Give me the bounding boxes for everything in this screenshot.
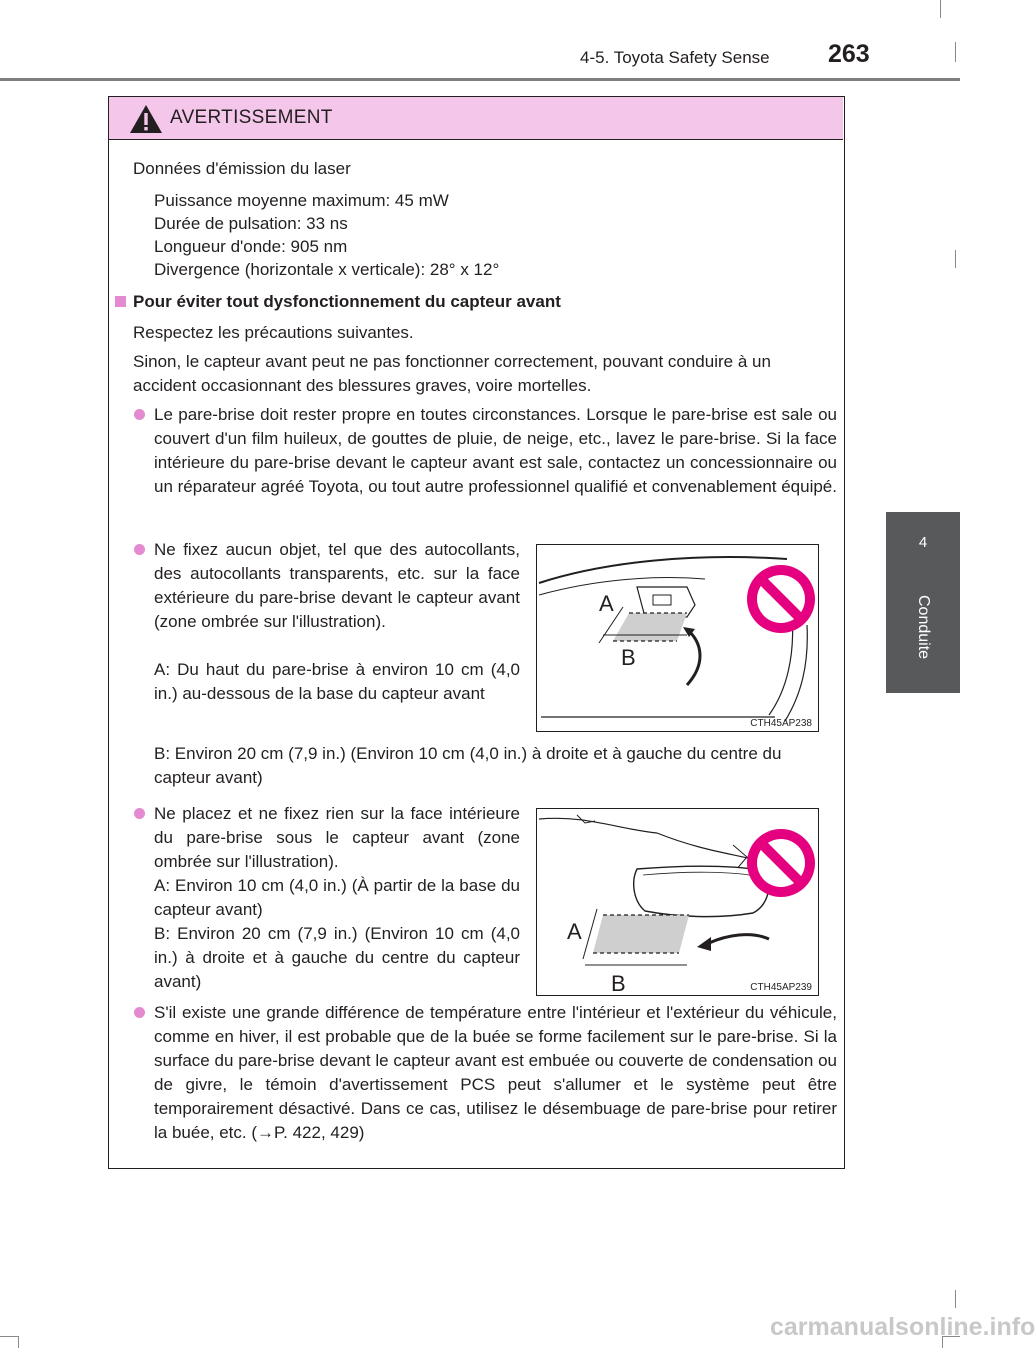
crop-mark (940, 0, 941, 18)
bullet-icon (134, 409, 145, 420)
crop-mark (955, 42, 956, 62)
bullet-detail: B: Environ 20 cm (7,9 in.) (Environ 10 cm (4,0 in.) à droite et à gauche du centre du capteur avant) (154, 924, 520, 991)
section-title: Pour éviter tout dysfonctionnement du capteur avant (133, 292, 561, 311)
figure-label-b: B (621, 645, 636, 670)
illustration-inner-windshield (536, 808, 819, 996)
crop-mark (955, 1290, 956, 1308)
section-square-icon (115, 296, 126, 307)
bullet-icon (134, 808, 145, 819)
figure-code: CTH45AP238 (750, 718, 812, 729)
figure-label-a: A (599, 591, 614, 616)
bullet-text: Le pare-brise doit rester propre en toutes circonstances. Lorsque le pare-brise est sale ou couvert d'un film huileux, de gouttes de pluie, de neige, etc., lavez le pare-brise. Si la face intérieure du pare-brise devant le capteur avant est sale, contactez un concessionnaire ou un réparateur agréé Toyota, ou tout autre professionnel qualifié et convenablement équipé. (154, 405, 837, 496)
bullet-detail: A: Environ 10 cm (4,0 in.) (À partir de la base du capteur avant) (154, 876, 520, 919)
laser-spec: Durée de pulsation: 33 ns (154, 214, 348, 233)
illustration-outer-windshield (536, 544, 819, 732)
bullet-icon (134, 544, 145, 555)
figure-code: CTH45AP239 (750, 982, 812, 993)
intro-text: Respectez les précautions suivantes. (133, 323, 414, 342)
chapter-number: 4 (918, 534, 928, 551)
page-number: 263 (828, 40, 870, 68)
bullet-detail: A: Du haut du pare-brise à environ 10 cm (4,0 in.) au-dessous de la base du capteur avant (154, 660, 520, 703)
intro-text: Sinon, le capteur avant peut ne pas fonctionner correctement, pouvant conduire à un accident occasionnant des blessures graves, voire mortelles. (133, 352, 771, 395)
watermark: carmanualsonline.info (770, 1313, 1035, 1341)
bullet-icon (134, 1007, 145, 1018)
laser-spec: Puissance moyenne maximum: 45 mW (154, 191, 449, 210)
bullet-detail: B: Environ 20 cm (7,9 in.) (Environ 10 cm (4,0 in.) à droite et à gauche du centre du capteur avant) (154, 744, 782, 787)
crop-mark (955, 250, 956, 268)
prohibited-icon (747, 829, 815, 897)
crop-mark (0, 1336, 18, 1337)
warning-box (108, 96, 845, 1169)
figure-label-b: B (611, 971, 626, 996)
chapter-label: Conduite (915, 594, 932, 660)
laser-spec: Divergence (horizontale x verticale): 28° x 12° (154, 260, 500, 279)
chapter-tab[interactable] (886, 512, 960, 693)
crop-mark (18, 1336, 19, 1348)
warning-triangle-icon (129, 104, 163, 134)
warning-title: AVERTISSEMENT (170, 107, 333, 128)
prohibited-icon (747, 565, 815, 633)
laser-spec: Longueur d'onde: 905 nm (154, 237, 348, 256)
laser-heading: Données d'émission du laser (133, 159, 351, 178)
warning-header (109, 97, 843, 140)
bullet-text: Ne placez et ne fixez rien sur la face intérieure du pare-brise sous le capteur avant (zone ombrée sur l'illustration). (154, 804, 520, 871)
header-rule (0, 78, 960, 81)
bullet-text: S'il existe une grande différence de température entre l'intérieur et l'extérieur du véhicule, comme en hiver, il est probable que de la buée se forme facilement sur le pare-brise. Si la surface du pare-brise devant le capteur avant est embuée ou couverte de condensation ou de givre, le témoin d'avertissement PCS peut s'allumer et le système peut être temporairement désactivé. Dans ce cas, utilisez le désembuage de pare-brise pour retirer la buée, etc. (→P. 422, 429) (154, 1003, 837, 1142)
figure-label-a: A (567, 919, 582, 944)
bullet-text: Ne fixez aucun objet, tel que des autocollants, des autocollants transparents, etc. sur la face extérieure du pare-brise devant le capteur avant (zone ombrée sur l'illustration). (154, 540, 520, 631)
section-label: 4-5. Toyota Safety Sense (580, 48, 770, 67)
